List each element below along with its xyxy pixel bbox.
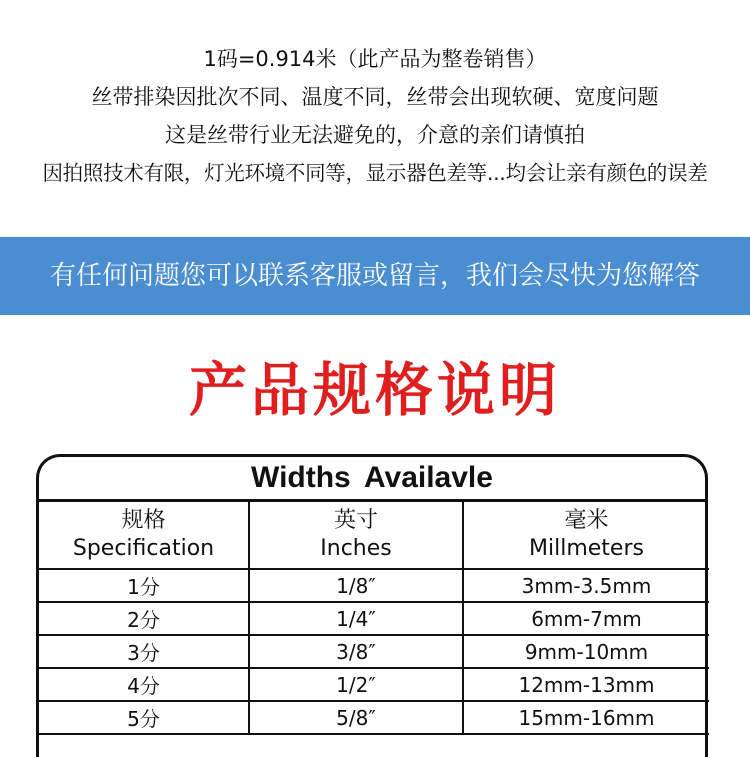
cell-spec: 1分 [39, 569, 249, 602]
cell-spec: 3分 [39, 635, 249, 668]
note-line-1: 1码=0.914米（此产品为整卷销售） [203, 47, 547, 71]
header-zh: 规格 [121, 508, 166, 533]
note-line-2: 丝带排染因批次不同、温度不同，丝带会出现软硬、宽度问题 [91, 85, 659, 109]
note-line-3: 这是丝带行业无法避免的，介意的亲们请慎拍 [165, 123, 585, 147]
cell-mm: 3mm-3.5mm [463, 569, 709, 602]
cell-mm: 6mm-7mm [463, 602, 709, 635]
table-row [39, 668, 709, 701]
note-line-4: 因拍照技术有限，灯光环境不同等，显示器色差等...均会让亲有颜色的误差 [42, 161, 708, 185]
spec-table-container [36, 454, 708, 757]
header-millimeters [463, 502, 709, 569]
cell-inches: 1/4″ [249, 602, 463, 635]
cell-mm: 9mm-10mm [463, 635, 709, 668]
table-row [39, 635, 709, 668]
contact-banner: 有任何问题您可以联系客服或留言，我们会尽快为您解答 [0, 237, 750, 315]
cell-inches: 1/8″ [249, 569, 463, 602]
table-title: Widths Availavle [39, 457, 705, 502]
header-zh: 英寸 [333, 508, 378, 533]
header-inches [249, 502, 463, 569]
cell-inches: 5/8″ [249, 701, 463, 734]
notice-block [0, 40, 750, 192]
header-specification [39, 502, 249, 569]
cell-mm: 15mm-16mm [463, 701, 709, 734]
cell-spec: 4分 [39, 668, 249, 701]
table-row [39, 602, 709, 635]
cell-inches: 1/2″ [249, 668, 463, 701]
table-row [39, 701, 709, 734]
page-title: 产品规格说明 [188, 356, 561, 424]
cell-inches: 3/8″ [249, 635, 463, 668]
spec-table [39, 502, 709, 735]
header-en: Inches [320, 536, 392, 561]
cell-spec: 5分 [39, 701, 249, 734]
header-en: Millmeters [529, 536, 644, 561]
header-en: Specification [72, 536, 215, 561]
cell-spec: 2分 [39, 602, 249, 635]
header-zh: 毫米 [564, 508, 609, 533]
table-header-row [39, 502, 709, 569]
table-row [39, 569, 709, 602]
cell-mm: 12mm-13mm [463, 668, 709, 701]
